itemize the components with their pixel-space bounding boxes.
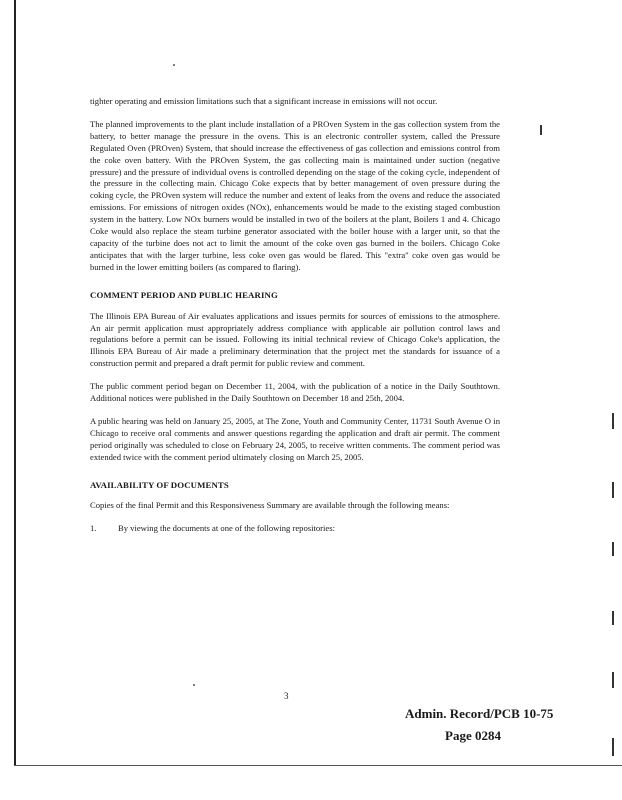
scan-mark [612, 611, 614, 625]
heading-comment-period: COMMENT PERIOD AND PUBLIC HEARING [90, 289, 278, 300]
list-item [90, 523, 500, 535]
paragraph-comment-period: The public comment period began on December 11, 2004, with the publication of a notice in the Daily Southtown. Additional notices were published in the Daily Southtown on December 18 and 25th, 2004. [90, 381, 500, 404]
document-body [90, 96, 500, 535]
scan-mark [612, 738, 614, 756]
page-number: 3 [284, 691, 289, 701]
scan-mark [612, 672, 614, 688]
scan-mark [540, 125, 542, 135]
scan-mark [612, 482, 614, 498]
scan-border-bottom [14, 765, 622, 766]
list-item-number: 1. [90, 523, 97, 534]
paragraph-improvements: The planned improvements to the plant include installation of a PROven System in the gas collection system from the battery, to better manage the pressure in the ovens. This is an electronic controller system, called the Pressure Regulated Oven (PROven) System, that should increase the effectiveness of gas collection and emissions control from the coke oven battery. With the PROven System, the gas collecting main is maintained under suction (negative pressure) and the pressure of individual ovens is controlled depending on the stage of the coking cycle, independent of the pressure in the collecting main. Chicago Coke expects that by better management of oven pressure during the coking cycle, the PROven system will reduce the number and extent of leaks from the ovens and reduce the associated emissions. For emissions of nitrogen oxides (NOx), enhancements would be made to the existing staged combustion system in the battery. Low NOx burners would be installed in two of the boilers at the plant, Boilers 1 and 4. Chicago Coke would also replace the steam turbine generator associated with the boiler house with a larger unit, so that the capacity of the turbine does not act to limit the amount of the coke oven gas burned in the boilers. Chicago Coke anticipates that with the larger turbine, less coke oven gas would be flared. This "extra" coke oven gas would be burned in the lower emitting boilers (as compared to flaring). [90, 118, 500, 272]
scan-mark [612, 542, 614, 556]
stamp-page-line: Page 0284 [445, 728, 501, 743]
admin-record-stamp [405, 703, 553, 747]
scan-border-left [14, 0, 16, 766]
scan-speck [173, 64, 175, 66]
stamp-record-line: Admin. Record/PCB 10-75 [405, 706, 554, 721]
heading-availability: AVAILABILITY OF DOCUMENTS [90, 479, 229, 490]
scan-mark [612, 413, 614, 429]
paragraph-bureau: The Illinois EPA Bureau of Air evaluates applications and issues permits for sources of emissions to the atmosphere. An air permit application must appropriately address compliance with applicable air pollution control laws and regulations before a permit can be issued. Following its initial technical review of Chicago Coke's application, the Illinois EPA Bureau of Air made a preliminary determination that the project met the standards for issuance of a construction permit and prepared a draft permit for public review and comment. [90, 310, 500, 369]
scan-speck [193, 684, 195, 686]
list-item-text: By viewing the documents at one of the following repositories: [118, 523, 335, 534]
paragraph-copies: Copies of the final Permit and this Responsiveness Summary are available through the following means: [90, 500, 450, 511]
paragraph-hearing: A public hearing was held on January 25, 2005, at The Zone, Youth and Community Center, 11731 South Avenue O in Chicago to receive oral comments and answer questions regarding the application and draft air permit. The comment period originally was scheduled to close on February 24, 2005, to receive written comments. The comment period was extended twice with the comment period ultimately closing on March 25, 2005. [90, 415, 500, 462]
intro-fragment: tighter operating and emission limitations such that a significant increase in emissions will not occur. [90, 96, 438, 106]
